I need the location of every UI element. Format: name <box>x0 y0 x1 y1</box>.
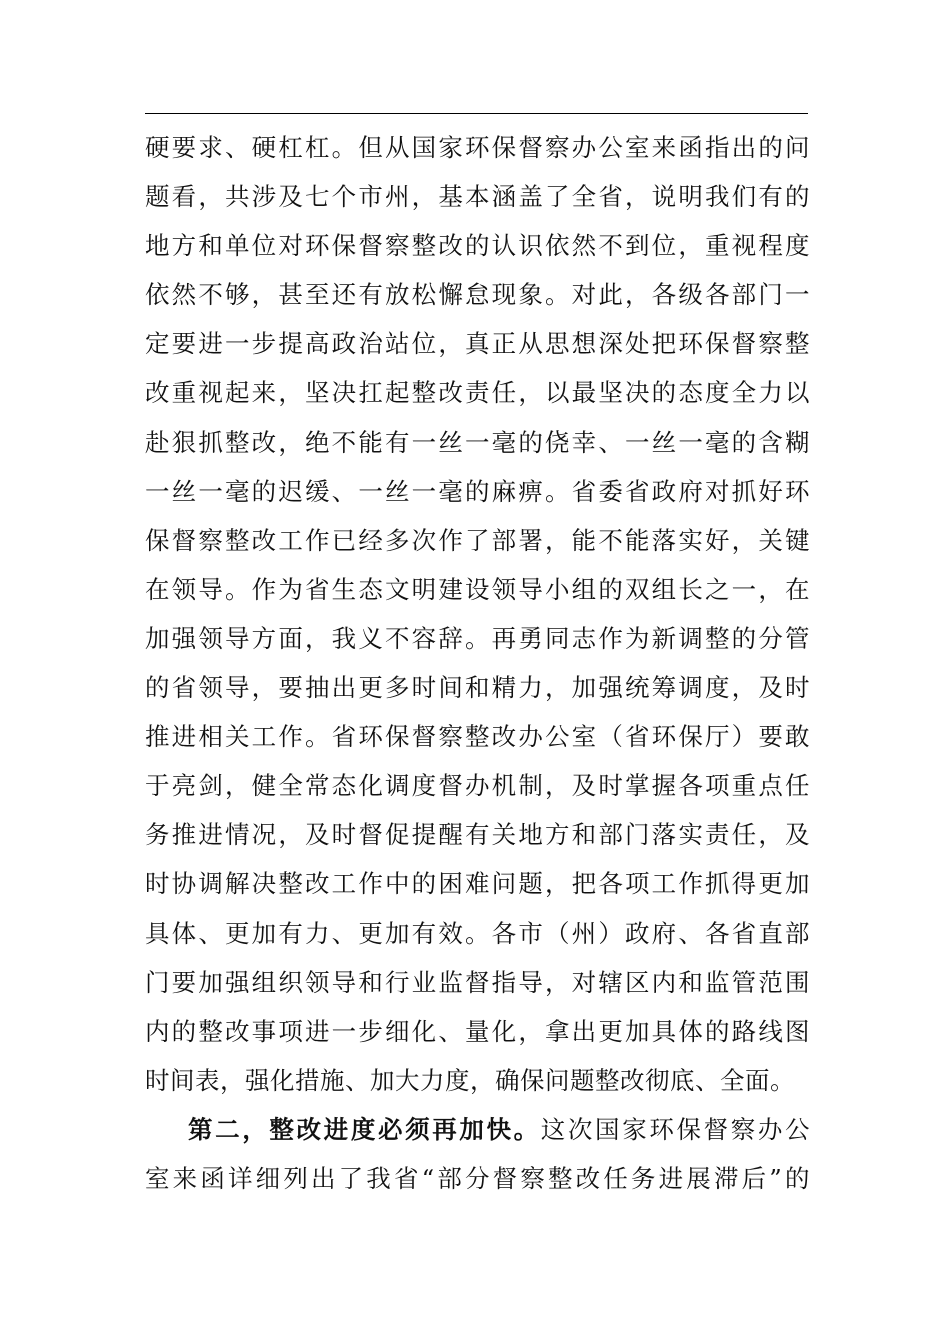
text-line: 保督察整改工作已经多次作了部署，能不能落实好，关键 <box>145 525 810 555</box>
text-line: 室来函详细列出了我省“部分督察整改任务进展滞后”的 <box>145 1163 810 1193</box>
text-line: 地方和单位对环保督察整改的认识依然不到位，重视程度 <box>145 231 810 261</box>
header-divider <box>145 113 808 114</box>
text-line: 题看，共涉及七个市州，基本涵盖了全省，说明我们有的 <box>145 182 810 212</box>
section-text: 这次国家环保督察办公 <box>540 1114 811 1144</box>
text-line: 内的整改事项进一步细化、量化，拿出更加具体的路线图 <box>145 1016 810 1046</box>
text-line: 于亮剑，健全常态化调度督办机制，及时掌握各项重点任 <box>145 771 810 801</box>
text-line: 门要加强组织领导和行业监督指导，对辖区内和监管范围 <box>145 967 810 997</box>
text-line: 时间表，强化措施、加大力度，确保问题整改彻底、全面。 <box>145 1065 795 1095</box>
text-line: 的省领导，要抽出更多时间和精力，加强统筹调度，及时 <box>145 673 810 703</box>
text-line: 具体、更加有力、更加有效。各市（州）政府、各省直部 <box>145 918 810 948</box>
text-line: 依然不够，甚至还有放松懈怠现象。对此，各级各部门一 <box>145 280 810 310</box>
section-heading: 第二，整改进度必须再加快。 <box>188 1114 541 1144</box>
text-line: 在领导。作为省生态文明建设领导小组的双组长之一，在 <box>145 574 810 604</box>
text-line: 时协调解决整改工作中的困难问题，把各项工作抓得更加 <box>145 869 810 899</box>
text-line: 硬要求、硬杠杠。但从国家环保督察办公室来函指出的问 <box>145 133 810 162</box>
body-text <box>145 123 810 1203</box>
text-line: 加强领导方面，我义不容辞。再勇同志作为新调整的分管 <box>145 623 810 653</box>
text-line: 推进相关工作。省环保督察整改办公室（省环保厅）要敢 <box>145 722 810 752</box>
text-line: 赴狠抓整改，绝不能有一丝一毫的侥幸、一丝一毫的含糊 <box>145 427 810 457</box>
text-line: 务推进情况，及时督促提醒有关地方和部门落实责任，及 <box>145 820 810 850</box>
text-line: 定要进一步提高政治站位，真正从思想深处把环保督察整 <box>145 329 810 359</box>
section-heading-line <box>145 1105 810 1154</box>
text-line: 改重视起来，坚决扛起整改责任，以最坚决的态度全力以 <box>145 378 810 408</box>
text-line: 一丝一毫的迟缓、一丝一毫的麻痹。省委省政府对抓好环 <box>145 476 810 506</box>
